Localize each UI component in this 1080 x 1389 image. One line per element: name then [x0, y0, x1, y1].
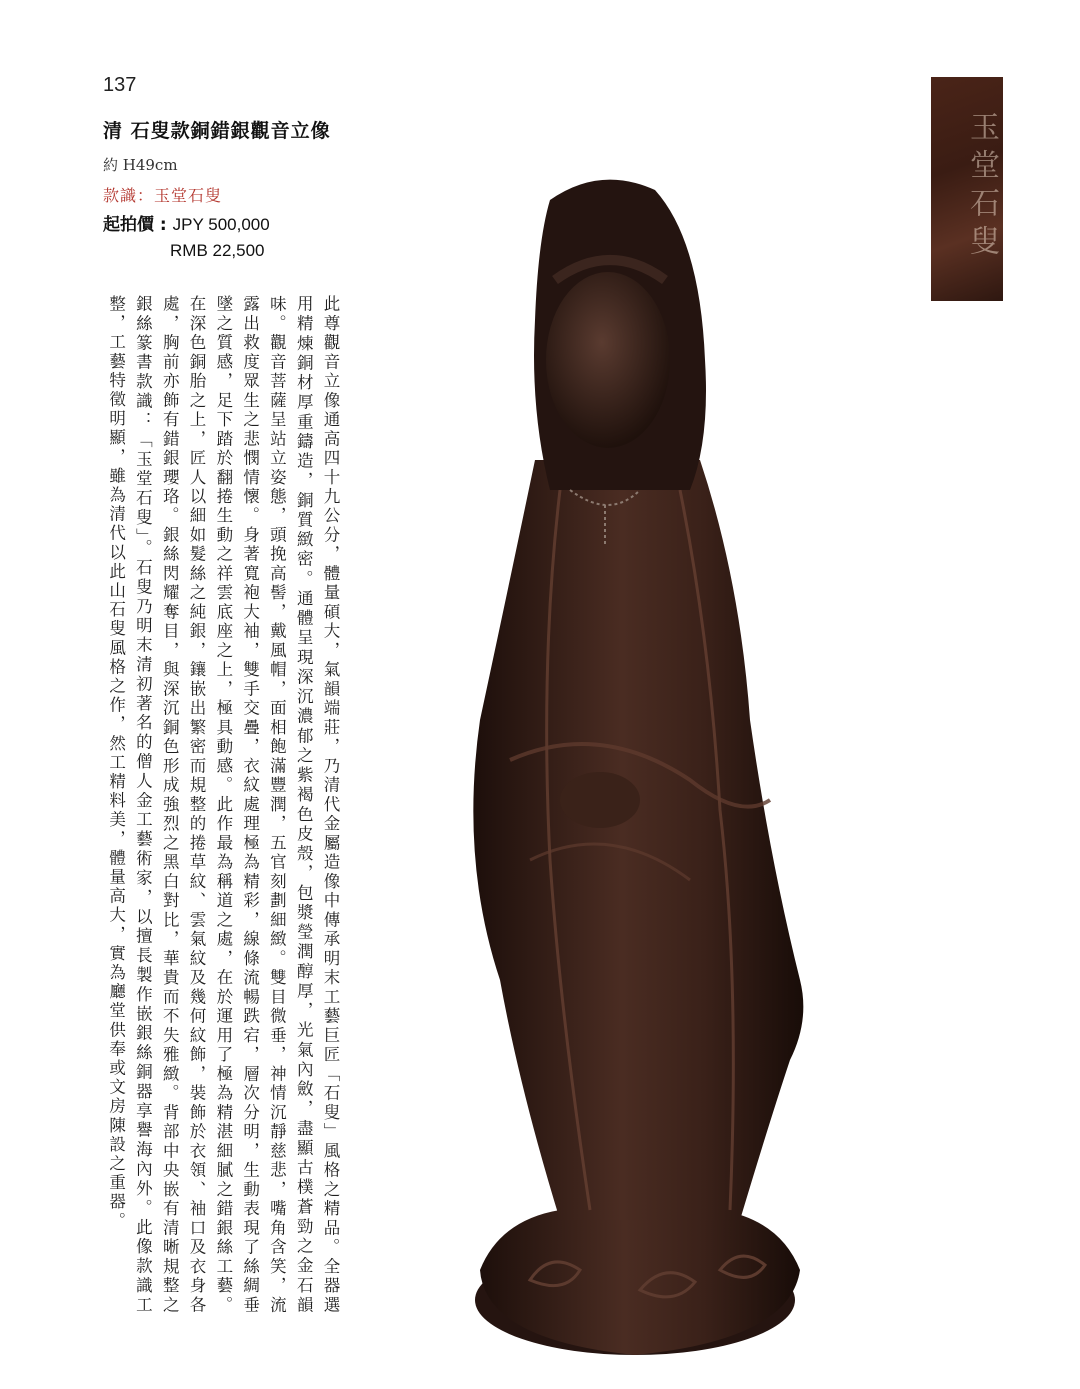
statue-image — [440, 160, 830, 1370]
inscription-text: 玉堂石叟 — [964, 111, 999, 263]
estimate-label: 起拍價 : — [103, 215, 173, 235]
lot-dimension: 約 H49cm — [103, 156, 178, 174]
description-text: 此尊觀音立像通高四十九公分，體量碩大，氣韻端莊，乃清代金屬造像中傳承明末工藝巨匠「石叟」風格之精品。全器選用精煉銅材厚重鑄造，銅質緻密。通體呈現深沉濃郁之紫褐色皮殼，包漿瑩潤醇厚，光氣內斂，盡顯古樸蒼勁之金石韻味。觀音菩薩呈站立姿態，頭挽高髻，戴風帽，面相飽滿豐潤，五官刻劃細緻。雙目微垂，神情沉靜慈悲，嘴角含笑，流露出救度眾生之悲憫情懷。身著寬袍大袖，雙手交疊，衣紋處理極為精彩，線條流暢跌宕，層次分明，生動表現了絲綢垂墜之質感，足下踏於翻捲生動之祥雲底座之上，極具動感。此作最為稱道之處，在於運用了極為精湛細膩之錯銀絲工藝。在深色銅胎之上，匠人以細如髮絲之純銀，鑲嵌出繁密而規整的捲草紋、雲氣紋及幾何紋飾，裝飾於衣領、袖口及衣身各處，胸前亦飾有錯銀瓔珞。銀絲閃耀奪目，與深沉銅色形成強烈之黑白對比，華貴而不失雅緻。背部中央嵌有清晰規整之銀絲篆書款識：「玉堂石叟」。石叟乃明末清初著名的僧人金工藝術家，以擅長製作嵌銀絲銅器享譽海內外。此像款識工整，工藝特徵明顯，雖為清代以此山石叟風格之作，然工精料美，體量高大，實為廳堂供奉或文房陳設之重器。 — [106, 295, 340, 1315]
estimate-jpy: JPY 500,000 — [172, 215, 270, 234]
lot-mark: 款識：玉堂石叟 — [103, 186, 223, 205]
lot-title: 清 石叟款銅錯銀觀音立像 — [103, 120, 331, 142]
guanyin-statue-illustration — [440, 160, 830, 1370]
inscription-detail-image — [931, 77, 1003, 301]
lot-estimate — [103, 212, 270, 263]
lot-number: 137 — [103, 74, 137, 96]
estimate-rmb: RMB 22,500 — [170, 241, 265, 260]
